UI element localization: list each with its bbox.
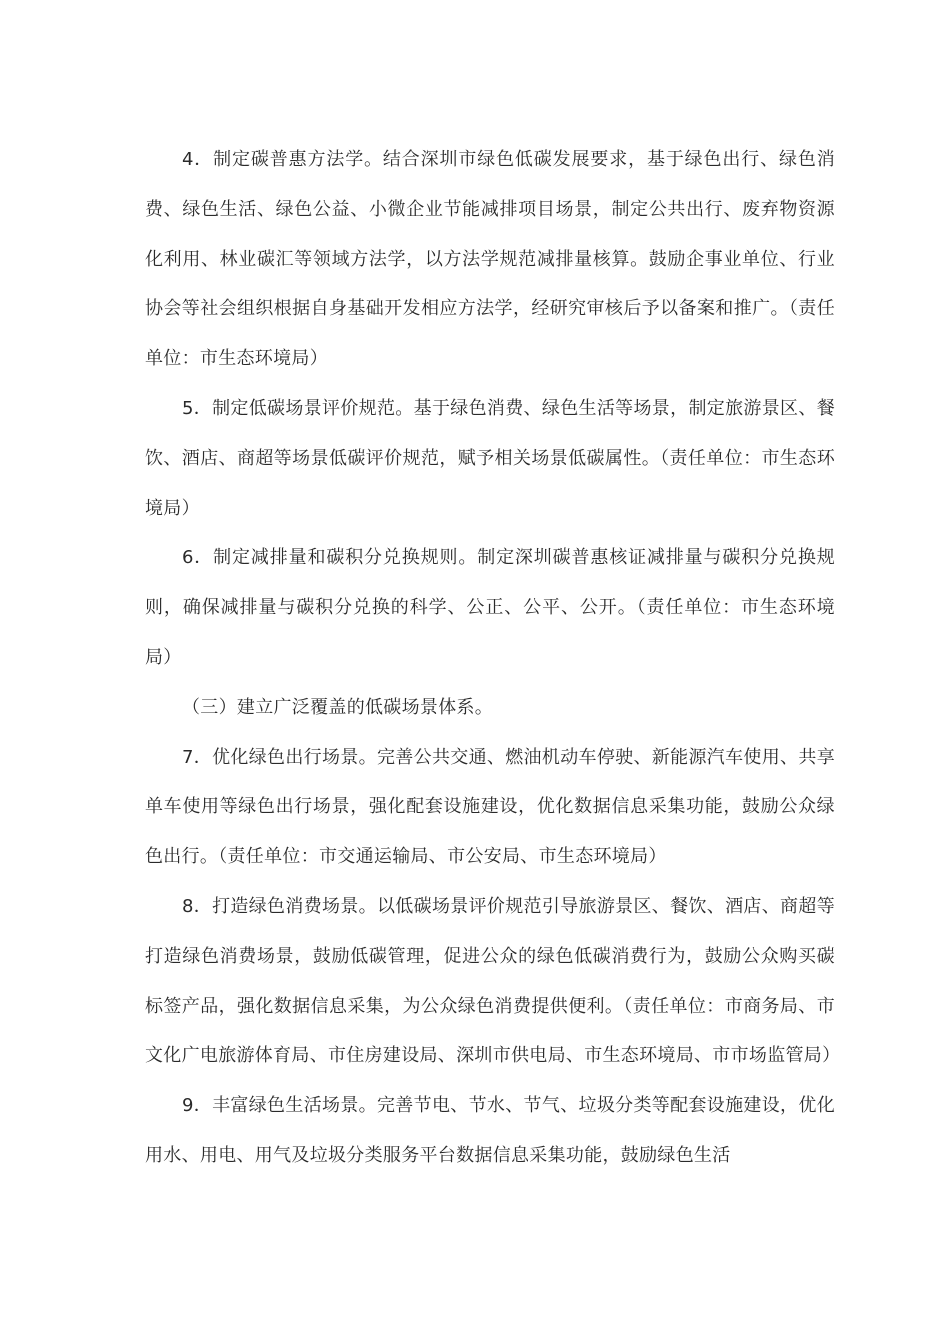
paragraph-item-4: 4．制定碳普惠方法学。结合深圳市绿色低碳发展要求，基于绿色出行、绿色消费、绿色生活、绿色公益、小微企业节能减排项目场景，制定公共出行、废弃物资源化利用、林业碳汇等领域方法学，以方法学规范减排量核算。鼓励企事业单位、行业协会等社会组织根据自身基础开发相应方法学，经研究审核后予以备案和推广。（责任单位：市生态环境局） [145, 149, 835, 370]
paragraph-item-9: 9．丰富绿色生活场景。完善节电、节水、节气、垃圾分类等配套设施建设，优化用水、用电、用气及垃圾分类服务平台数据信息采集功能，鼓励绿色生活 [145, 1095, 835, 1166]
section-heading-3: （三）建立广泛覆盖的低碳场景体系。 [182, 696, 494, 718]
paragraph-item-6: 6．制定减排量和碳积分兑换规则。制定深圳碳普惠核证减排量与碳积分兑换规则，确保减排量与碳积分兑换的科学、公正、公平、公开。（责任单位：市生态环境局） [145, 547, 835, 668]
paragraph-item-5: 5．制定低碳场景评价规范。基于绿色消费、绿色生活等场景，制定旅游景区、餐饮、酒店、商超等场景低碳评价规范，赋予相关场景低碳属性。（责任单位：市生态环境局） [145, 397, 835, 519]
paragraph-item-7: 7．优化绿色出行场景。完善公共交通、燃油机动车停驶、新能源汽车使用、共享单车使用等绿色出行场景，强化配套设施建设，优化数据信息采集功能，鼓励公众绿色出行。（责任单位：市交通运输局、市公安局、市生态环境局） [145, 746, 835, 868]
document-body [145, 135, 841, 1181]
paragraph-item-8: 8．打造绿色消费场景。以低碳场景评价规范引导旅游景区、餐饮、酒店、商超等打造绿色消费场景，鼓励低碳管理，促进公众的绿色低碳消费行为，鼓励公众购买碳标签产品，强化数据信息采集，为公众绿色消费提供便利。（责任单位：市商务局、市文化广电旅游体育局、市住房建设局、深圳市供电局、市生态环境局、市市场监管局） [145, 895, 841, 1067]
